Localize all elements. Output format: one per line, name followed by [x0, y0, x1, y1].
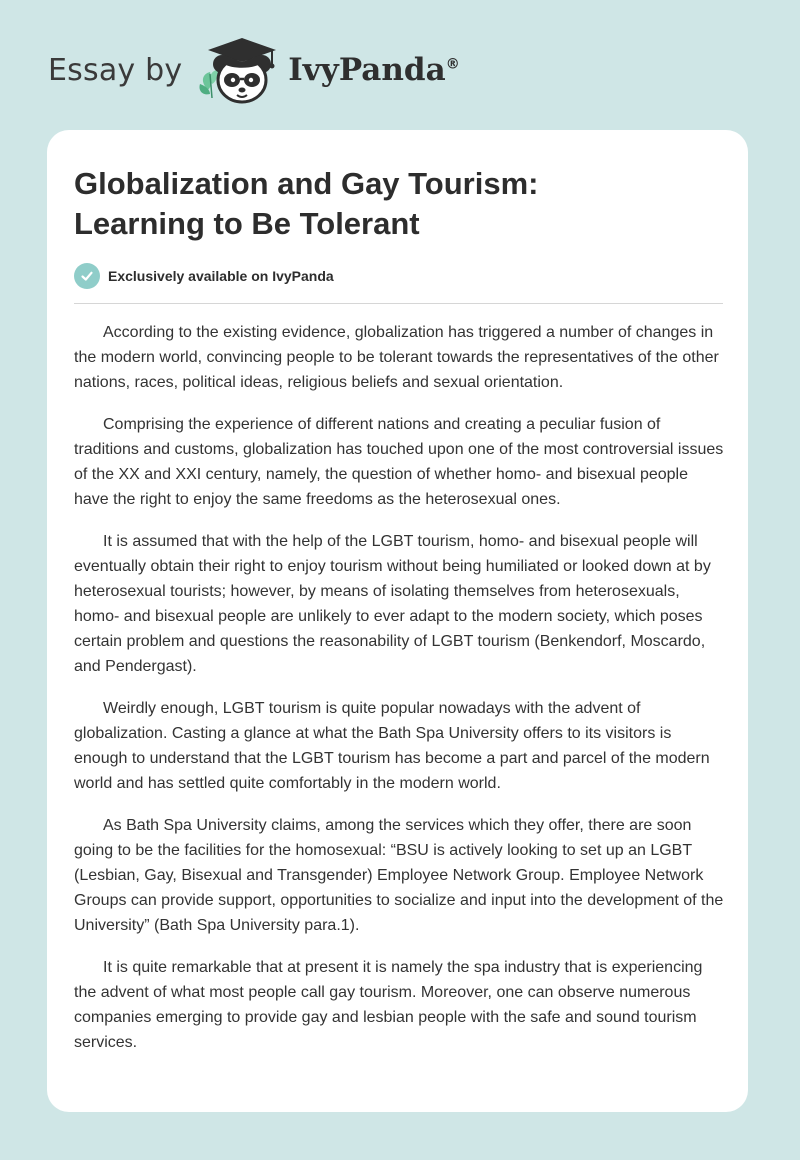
brand-name[interactable]: IvyPanda® [288, 52, 460, 88]
essay-title [74, 164, 714, 244]
exclusive-badge [74, 263, 334, 289]
essay-title-line-1: Globalization and Gay Tourism: [74, 166, 539, 201]
essay-title-line-2: Learning to Be Tolerant [74, 206, 420, 241]
essay-paragraph: It is assumed that with the help of the LGBT tourism, homo- and bisexual people will eventually obtain their right to enjoy tourism without being humiliated or looked down at by heterosexual tourists; however, by means of isolating themselves from heterosexuals, homo- and bisexual people are unlikely to ever adapt to the modern society, which poses certain problem and questions the reasonability of LGBT tourism (Benkendorf, Moscardo, and Pendergast). [74, 533, 711, 675]
registered-mark: ® [445, 56, 460, 73]
essay-by-label: Essay by [48, 52, 183, 88]
essay-paragraph: As Bath Spa University claims, among the services which they offer, there are soon going to be the facilities for the homosexual: “BSU is actively looking to set up an LGBT (Lesbian, Gay, Bisexual and Transgender) Employee Network Group. Employee Network Groups can provide support, opportunities to socialize and input into the development of the University” (Bath Spa University para.1). [74, 817, 724, 934]
essay-card [47, 130, 748, 1112]
check-circle-icon [74, 263, 100, 289]
essay-paragraph: Weirdly enough, LGBT tourism is quite popular nowadays with the advent of globalization. Casting a glance at what the Bath Spa University offers to its visitors is enough to understand that the LGBT tourism has become a part and parcel of the modern world and has settled quite comfortably in the modern world. [74, 700, 710, 792]
essay-paragraph: It is quite remarkable that at present it is namely the spa industry that is experiencing the advent of what most people call gay tourism. Moreover, one can observe numerous companies emerging to provide gay and lesbian people with the safe and sound tourism services. [74, 959, 703, 1051]
panda-graduate-icon[interactable] [196, 30, 282, 110]
divider [74, 303, 723, 304]
exclusive-badge-label: Exclusively available on IvyPanda [108, 268, 334, 284]
essay-paragraph: According to the existing evidence, globalization has triggered a number of changes in the modern world, convincing people to be tolerant towards the representatives of the other nations, races, political ideas, religious beliefs and sexual orientation. [74, 324, 719, 391]
essay-body [74, 320, 724, 1072]
site-header [48, 30, 460, 110]
essay-paragraph: Comprising the experience of different nations and creating a peculiar fusion of traditions and customs, globalization has touched upon one of the most controversial issues of the XX and XXI century, namely, the question of whether homo- and bisexual people have the right to enjoy the same freedoms as the heterosexual ones. [74, 416, 724, 508]
